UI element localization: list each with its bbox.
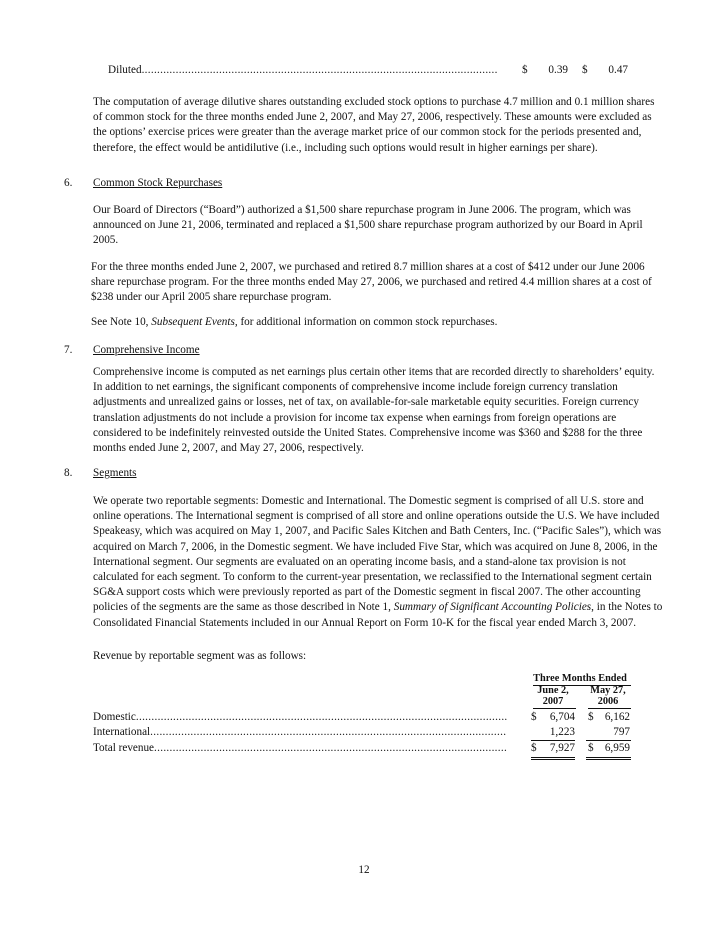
- diluted-label: Diluted: [108, 64, 142, 76]
- total-2007: 7,927: [549, 742, 575, 754]
- section-6-title: Common Stock Repurchases: [93, 177, 223, 189]
- table-group-header: Three Months Ended: [533, 673, 627, 684]
- col-2006-line-2: 2006: [597, 696, 619, 707]
- row-label: Domestic: [93, 711, 136, 723]
- section-8-number: 8.: [64, 467, 73, 479]
- table-row-domestic: [93, 710, 507, 725]
- note-ref-prefix: See Note 10,: [91, 316, 152, 328]
- total-double-rule-2006-a: [586, 757, 631, 758]
- note-ref-suffix: for additional information on common stock repurchases.: [237, 316, 498, 328]
- row-label: International: [93, 726, 151, 738]
- section-6-number: 6.: [64, 177, 73, 189]
- domestic-currency-2007: $: [531, 711, 537, 723]
- col-2006-line-1: May 27,: [590, 685, 626, 696]
- total-double-rule-2007-a: [531, 757, 575, 758]
- section-8-title: Segments: [93, 467, 137, 479]
- leader-dots: [154, 741, 507, 756]
- table-row-international: [93, 725, 507, 740]
- diluted-row: [108, 63, 498, 78]
- leader-dots: [150, 725, 507, 740]
- segments-text: We operate two reportable segments: Domestic and International. The Domestic segment is comprised of all U.S. store and online operations. The International segment is comprised of all store and online operations outside the U.S. We have included Speakeasy, which was acquired on May 1, 2007, and Pacific Sales Kitchen and Bath Centers, Inc. (“Pacific Sales”), which was acquired on March 7, 2006, in the Domestic segment. We have included Five Star, which was acquired on June 8, 2006, in the International segment. Our segments are evaluated on an operating income basis, and a stand-alone tax provision is not calculated for each segment. To conform to the current-year presentation, we reclassified to the International segment certain SG&A support costs which were previously reported as part of the Domestic segment in fiscal 2007. The other accounting policies of the segments are the same as those described in Note 1,: [93, 495, 662, 614]
- section-8-paragraph-1: [93, 494, 665, 631]
- col-2007-line-1: June 2,: [537, 685, 569, 696]
- international-2007: 1,223: [549, 726, 575, 738]
- section-7-title: Comprehensive Income: [93, 344, 200, 356]
- col-2007-line-2: 2007: [542, 696, 564, 707]
- domestic-2006: 6,162: [604, 711, 630, 723]
- col-2006-rule: [588, 708, 631, 709]
- row-label: Total revenue: [93, 742, 155, 754]
- policies-note-title: Summary of Significant Accounting Policies: [393, 601, 592, 614]
- leader-dots: [136, 710, 507, 725]
- section-6-paragraph-1: Our Board of Directors (“Board”) authorized a $1,500 share repurchase program in June 2006. The program, which was announced on June 21, 2006, terminated and replaced a $1,500 share repurchase program authorized by our Board in April 2005.: [93, 204, 643, 247]
- note-ref-title: Subsequent Events,: [151, 316, 238, 328]
- table-row-total-revenue: [93, 741, 507, 756]
- total-2006: 6,959: [604, 742, 630, 754]
- diluted-value-2007: 0.39: [548, 64, 568, 76]
- page-number: 12: [358, 864, 370, 876]
- diluted-currency-1: $: [522, 64, 528, 76]
- col-2007-rule: [533, 708, 576, 709]
- section-6-paragraph-2: For the three months ended June 2, 2007, we purchased and retired 8.7 million shares at a cost of $412 under our June 2006 share repurchase program. For the three months ended May 27, 2006, we purchased and retired 4.4 million shares at a cost of $238 under our April 2005 share repurchase program.: [91, 261, 652, 304]
- dilutive-shares-paragraph: The computation of average dilutive shares outstanding excluded stock options to purchase 4.7 million and 0.1 million shares of common stock for the three months ended June 2, 2007, and May 27, 2006, respectively. These amounts were excluded as the options’ exercise prices were greater than the average market price of our common stock for the periods presented and, therefore, the effect would be antidilutive (i.e., including such options would result in higher earnings per share).: [93, 96, 655, 154]
- leader-dots: [142, 63, 498, 78]
- total-currency-2007: $: [531, 742, 537, 754]
- diluted-currency-2: $: [582, 64, 588, 76]
- domestic-2007: 6,704: [549, 711, 575, 723]
- total-currency-2006: $: [588, 742, 594, 754]
- diluted-value-2006: 0.47: [608, 64, 628, 76]
- section-8-paragraph-2: Revenue by reportable segment was as follows:: [93, 650, 307, 662]
- international-2006: 797: [613, 726, 630, 738]
- segments-text-end: , in the Notes to Consolidated Financial Statements included in our Annual Report on Form 10-K for the fiscal year ended March 3, 2007.: [93, 601, 663, 629]
- domestic-currency-2006: $: [588, 711, 594, 723]
- section-7-number: 7.: [64, 344, 73, 356]
- section-6-paragraph-3: [91, 315, 667, 330]
- total-double-rule-2006-b: [586, 759, 631, 760]
- section-7-paragraph: Comprehensive income is computed as net earnings plus certain other items that are recorded directly to shareholders’ equity. In addition to net earnings, the significant components of comprehensive income include foreign currency translation adjustments and unrealized gains or losses, net of tax, on available-for-sale marketable equity securities. Foreign currency translation adjustments do not include a provision for income tax expense when earnings from foreign operations are considered to be indefinitely reinvested outside the United States. Comprehensive income was $360 and $288 for the three months ended June 2, 2007, and May 27, 2006, respectively.: [93, 366, 655, 455]
- total-double-rule-2007-b: [531, 759, 575, 760]
